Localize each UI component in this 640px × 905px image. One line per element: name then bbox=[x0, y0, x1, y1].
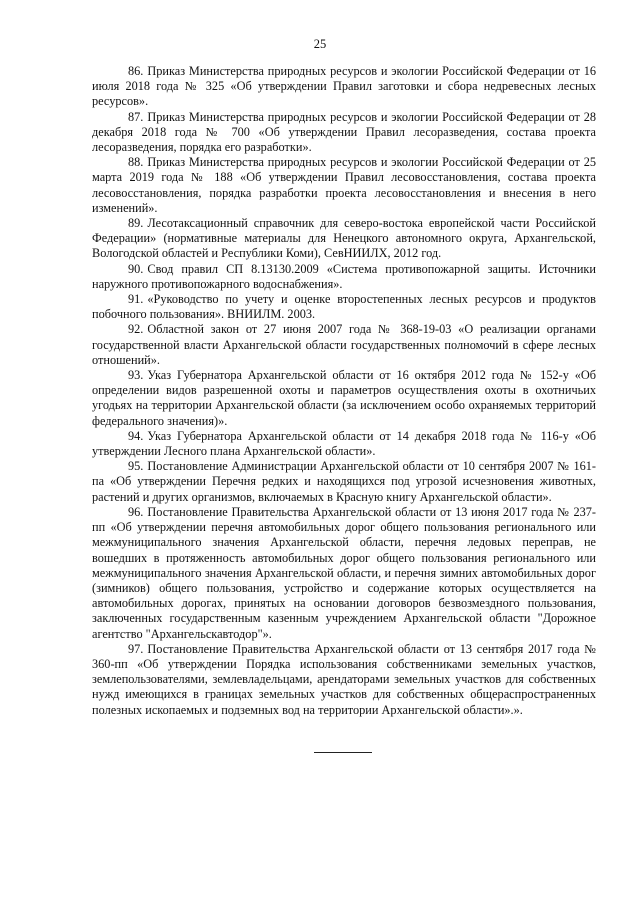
list-item bbox=[92, 505, 596, 642]
list-item bbox=[92, 642, 596, 718]
item-text: Приказ Министерства природных ресурсов и экологии Российской Федерации от 28 декабря 2018 года № 700 «Об утверждении Правил лесоразведения, состава проекта лесоразведения, порядка его разработки». bbox=[92, 109, 596, 155]
item-number: 97. bbox=[128, 641, 144, 656]
list-item bbox=[92, 155, 596, 216]
list-item bbox=[92, 459, 596, 505]
list-item bbox=[92, 262, 596, 292]
end-divider bbox=[314, 752, 372, 753]
list-item bbox=[92, 368, 596, 429]
item-number: 87. bbox=[128, 109, 144, 124]
item-text: Свод правил СП 8.13130.2009 «Системa противопожарной защиты. Источники наружного противопожарного водоснабжения». bbox=[92, 261, 596, 291]
list-item bbox=[92, 64, 596, 110]
list-item bbox=[92, 322, 596, 368]
item-number: 92. bbox=[128, 322, 144, 337]
item-text: Постановление Администрации Архангельской области от 10 сентября 2007 № 161-па «Об утверждении Перечня редких и находящихся под угрозой исчезновения животных, растений и других организмов, включаемых в Красную книгу Архангельской области». bbox=[92, 459, 596, 504]
item-number: 95. bbox=[128, 459, 144, 474]
item-text: «Руководство по учету и оценке второстепенных лесных ресурсов и продуктов побочного пользования». ВНИИЛМ. 2003. bbox=[92, 292, 596, 322]
item-text: Приказ Министерства природных ресурсов и экологии Российской Федерации от 16 июля 2018 года № 325 «Об утверждении Правил заготовки и сбора недревесных лесных ресурсов». bbox=[92, 64, 596, 109]
item-text: Постановление Правительства Архангельской области от 13 июня 2017 года № 237-пп «Об утверждении перечня автомобильных дорог общего пользования регионального или межмуниципального значения Архангельской области, перечня ледовых переправ, не вошедших в протяженность автомобильных дорог общего пользования регионального или межмуниципального значения Архангельской области, и перечня зимних автомобильных дорог (зимников) общего пользования, устройство и содержание которых осуществляется на автомобильных дорогах, принятых на основании договоров безвозмездного пользования, заключенных государственным казенным учреждением Архангельской области "Дорожное агентство "Архангельскавтодор"». bbox=[92, 504, 596, 641]
item-text: Лесотаксационный справочник для северо-востока европейской части Российской Федерации» (нормативные материалы для Ненецкого автономного округа, Архангельской, Вологодской областей и Республики Коми), СевНИИЛХ, 2012 год. bbox=[92, 216, 596, 261]
item-number: 93. bbox=[128, 368, 144, 383]
bibliography-list bbox=[92, 64, 596, 718]
item-text: Приказ Министерства природных ресурсов и экологии Российской Федерации от 25 марта 2019 года № 188 «Об утверждении Правил лесовосстановления, состава проекта лесовосстановления, порядка разработки проекта лесовосстановления и внесения в него изменений». bbox=[92, 155, 596, 215]
page-number: 25 bbox=[313, 37, 327, 51]
item-text: Указ Губернатора Архангельской области от 16 октября 2012 года № 152-у «Об определении видов разрешенной охоты и параметров осуществления охоты в охотничьих угодьях на территории Архангельской области (за исключением особо охраняемых территорий федерального значения)». bbox=[92, 368, 596, 428]
list-item bbox=[92, 429, 596, 459]
list-item bbox=[92, 216, 596, 262]
item-number: 96. bbox=[128, 504, 144, 519]
item-number: 94. bbox=[128, 428, 144, 443]
item-text: Областной закон от 27 июня 2007 года № 368-19-03 «О реализации органами государственной власти Архангельской области государственных полномочий в сфере лесных отношений». bbox=[92, 322, 596, 367]
item-number: 86. bbox=[128, 64, 144, 78]
item-number: 90. bbox=[128, 261, 144, 276]
item-number: 91. bbox=[128, 292, 144, 307]
item-number: 89. bbox=[128, 216, 144, 231]
item-text: Указ Губернатора Архангельской области от 14 декабря 2018 года № 116-у «Об утверждении Лесного плана Архангельской области». bbox=[92, 428, 596, 459]
list-item bbox=[92, 292, 596, 322]
item-number: 88. bbox=[128, 155, 144, 170]
item-text: Постановление Правительства Архангельской области от 13 сентября 2017 года № 360-пп «Об утверждении Порядка использования собственниками земельных участков, землепользователями, землевладельцами, арендаторами земельных участков для собственных нужд имеющихся в границах земельных участков для собственных общераспространенных полезных ископаемых и подземных вод на территории Архангельской области».». bbox=[92, 641, 596, 717]
list-item bbox=[92, 110, 596, 156]
